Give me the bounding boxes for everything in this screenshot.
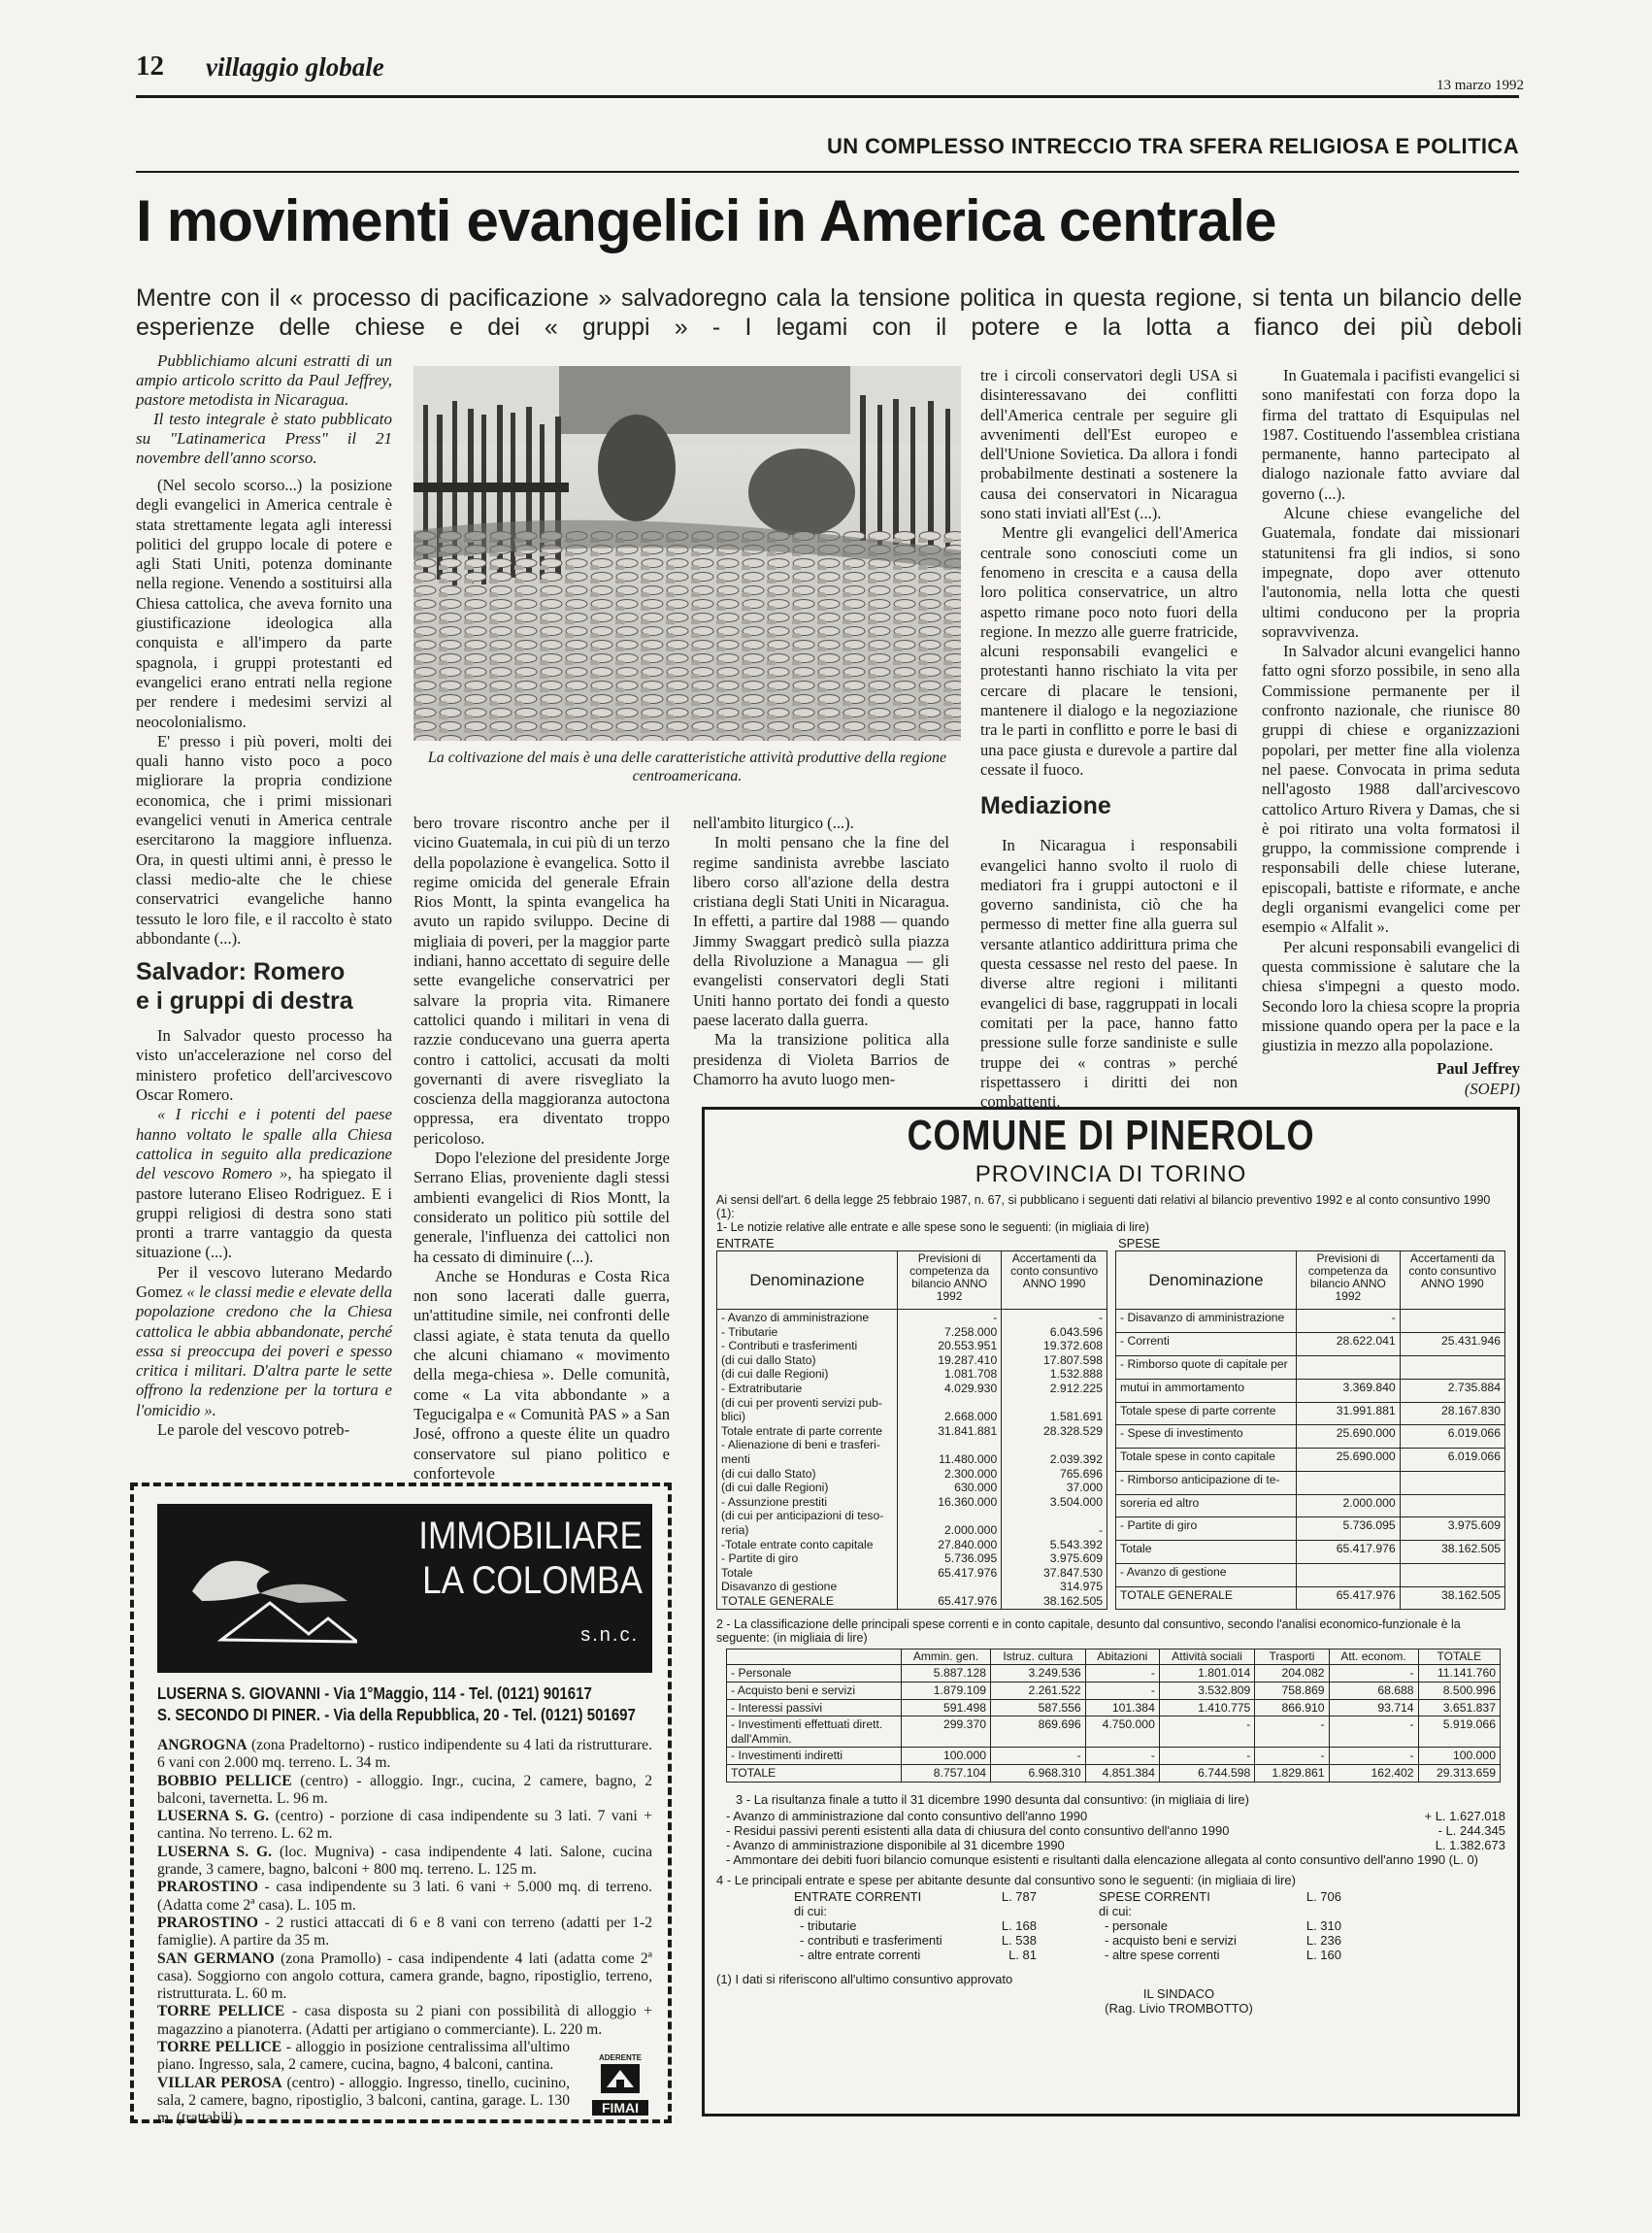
table-value: 765.696 <box>1059 1466 1103 1481</box>
table-value: 37.847.530 <box>1043 1565 1103 1580</box>
per-capita-value: L. 310 <box>1305 1917 1341 1933</box>
table-row <box>1116 1494 1505 1517</box>
ad-company-type: s.n.c. <box>580 1624 639 1646</box>
table-value: 1.081.708 <box>944 1367 998 1382</box>
table-value: 2.300.000 <box>944 1466 998 1481</box>
page-header <box>136 50 1524 97</box>
table-row-label: blici) <box>721 1410 746 1424</box>
comune-province: PROVINCIA DI TORINO <box>975 1161 1247 1187</box>
table-row-label: Totale <box>1116 1541 1297 1564</box>
result-row <box>726 1809 1505 1823</box>
table-value: 6.968.310 <box>991 1765 1086 1783</box>
table-value: - <box>1329 1716 1418 1748</box>
article-column-1 <box>136 351 392 1440</box>
listing-item: LUSERNA S. G. (centro) - porzione di casa indipendente su 3 lati. 7 vani + cantina. No terreno. L. 62 m. <box>157 1808 652 1843</box>
body-paragraph: Per il vescovo luterano Medardo Gomez « le classi medie e elevate della popolazione credono che la Chiesa cattolica le abbia abbandonate, perché essa si preoccupa dei poveri e spesso critica i militari. D'altra parte le sette offrono la redenzione per la tortura e l'omicidio ». <box>136 1262 392 1419</box>
note-2: 2 - La classificazione delle principali spese correnti e in conto capitale, desunto dal consuntivo, secondo l'analisi economico-funzionale è la seguente: (in migliaia di lire) <box>716 1617 1461 1646</box>
table-value: 3.504.000 <box>1049 1494 1103 1509</box>
article-deck: Mentre con il « processo di pacificazione » salvadoregno cala la tensione politica in questa regione, si tenta un bilancio delle esperienze delle chiese e dei « gruppi » - I legami con il potere e la lotta a fianco dei più deboli <box>136 284 1522 341</box>
table-row-label: - Avanzo di gestione <box>1116 1563 1297 1586</box>
comune-notice <box>702 1107 1520 2116</box>
table-value <box>1400 1494 1504 1517</box>
address-luserna: LUSERNA S. GIOVANNI - Via 1°Maggio, 114 - Tel. (0121) 901617 <box>157 1683 592 1703</box>
table-value: 4.851.384 <box>1085 1765 1159 1783</box>
table-value <box>1006 1509 1103 1523</box>
body-paragraph: Anche se Honduras e Costa Rica non sono lacerati dalle guerra, un'attitudine simile, nei confronti delle classi agiate, è stata tenuta da quello che alcuni chiamano « movimento della mega-chiesa ». Delle comunità, come « La vita abbondante » a Tegucigalpa e « Comunità PAS » a San José, offrono a queste élite un quadro conservatore sul piano politico e confortevole <box>413 1266 670 1483</box>
entrate-label: ENTRATE <box>716 1236 775 1250</box>
table-row <box>1116 1355 1505 1379</box>
note-3: 3 - La risultanza finale a tutto il 31 dicembre 1990 desunta dal consuntivo: (in migliaia di lire) <box>736 1791 1249 1807</box>
table-row-label: TOTALE GENERALE <box>721 1593 835 1608</box>
real-estate-ad <box>130 1483 672 2127</box>
table-value <box>902 1438 997 1452</box>
sindaco-signature: IL SINDACO (Rag. Livio TROMBOTTO) <box>1105 1985 1253 2016</box>
table-row-label: - Tributarie <box>721 1324 778 1339</box>
body-paragraph: Mentre gli evangelici dell'America centrale sono conosciuti come un fenomeno in crescita e a causa della loro politica conservatrice, un altro aspetto rimane poco noto fuori della regione. In mezzo alle guerre fratricide, alcuni responsabili evangelici e protestanti hanno rischiato la vita per cercare di placare le tensioni, mantenere il dialogo e la negoziazione tra le parti in conflitto e porre le basi di una pace giusta e durevole a partire dal cessate il fuoco. <box>980 523 1238 779</box>
body-paragraph: « I ricchi e i potenti del paese hanno voltato le spalle alla Chiesa cattolica in seguito alla predicazione del vescovo Romero », ha spiegato il pastore luterano Eliseo Rodriguez. E i gruppi religiosi di destra sono stati pronti a trarre vantaggio da questa situazione (...). <box>136 1105 392 1262</box>
table-value: - <box>1098 1522 1103 1537</box>
table-row-label: - Extratributarie <box>721 1381 803 1395</box>
table-value: 100.000 <box>902 1748 991 1765</box>
ad-addresses <box>157 1683 652 1725</box>
table-row-label: - Acquisto beni e servizi <box>727 1683 902 1700</box>
table-row <box>1116 1379 1505 1402</box>
table-value <box>902 1396 997 1411</box>
table-value <box>1297 1563 1401 1586</box>
table-value: 28.328.529 <box>1043 1423 1103 1438</box>
per-capita-value: L. 168 <box>1001 1917 1037 1933</box>
table-value: 3.532.809 <box>1159 1683 1254 1700</box>
table-value: - <box>1085 1665 1159 1683</box>
per-capita-row <box>1099 1948 1341 1962</box>
table-value: 8.757.104 <box>902 1765 991 1783</box>
column-header: Attività sociali <box>1159 1650 1254 1665</box>
result-label: - Avanzo di amministrazione dal conto consuntivo dell'anno 1990 <box>726 1808 1088 1823</box>
result-label: - Residui passivi perenti esistenti alla data di chiusura del conto consuntivo dell'anno 1990 <box>726 1822 1230 1838</box>
table-value: 758.869 <box>1255 1683 1329 1700</box>
table-value: 204.082 <box>1255 1665 1329 1683</box>
ad-listings <box>157 1737 652 2128</box>
table-value <box>902 1509 997 1523</box>
table-row-label: - Contributi e trasferimenti <box>721 1339 858 1353</box>
listing-item: PRAROSTINO - casa indipendente su 3 lati. 6 vani + 5.000 mq. di terreno. (Adatta come 2ª casa). L. 105 m. <box>157 1879 652 1914</box>
result-label: - Ammontare dei debiti fuori bilancio comunque esistenti e risultanti dalla elencazione allegata al conto consuntivo dell'anno 1990 (L. 0) <box>726 1851 1479 1867</box>
table-value <box>1297 1471 1401 1494</box>
body-paragraph: In Guatemala i pacifisti evangelici si sono manifestati con forza dopo la firma del trattato di Esquipulas nel 1987. Costituendo l'assemblea cristiana permanente, hanno partecipato al dialogo nazionale fatto avviare dal governo (...). <box>1262 366 1520 503</box>
per-capita-label: - contributi e trasferimenti <box>800 1932 942 1948</box>
table-row-label: Totale spese di parte corrente <box>1116 1402 1297 1425</box>
table-value <box>1400 1563 1504 1586</box>
table-value: 1.801.014 <box>1159 1665 1254 1683</box>
table-value: 7.258.000 <box>944 1324 998 1339</box>
table-value: 29.313.659 <box>1418 1765 1500 1783</box>
article-source: (SOEPI) <box>1464 1079 1520 1098</box>
table-row-label: - Partite di giro <box>1116 1517 1297 1541</box>
article-headline: I movimenti evangelici in America centrale <box>136 188 1276 253</box>
entrate-accertamenti <box>1002 1310 1107 1610</box>
listing-item: BOBBIO PELLICE (centro) - alloggio. Ingr., cucina, 2 camere, bagno, 2 balconi, tavernetta. L. 96 m. <box>157 1772 652 1807</box>
table-row <box>1116 1310 1505 1333</box>
table-value: 1.532.888 <box>1049 1367 1103 1382</box>
table-value: 68.688 <box>1329 1683 1418 1700</box>
page-number: 12 <box>136 50 164 82</box>
ad-company-name: IMMOBILIARE LA COLOMBA <box>418 1515 643 1602</box>
body-paragraph: (Nel secolo scorso...) la posizione degli evangelici in America centrale è stata strettamente legata agli interessi politici del gruppo locale di potere e agli Stati Uniti, potenza dominante nella regione. Venendo a sostituirsi alla Chiesa cattolica, che aveva fornito una giustificazione ideologica alla conquista e all'impero da parte spagnola, i gruppi protestanti ed evangelici erano entrati nella regione per rendere i medesimi servizi al neocolonialismo. <box>136 476 392 731</box>
table-row-label: - Personale <box>727 1665 902 1683</box>
per-capita-value: L. 81 <box>1008 1947 1037 1962</box>
table-row <box>1116 1425 1505 1449</box>
table-value: 2.912.225 <box>1049 1381 1103 1395</box>
table-row-label: - Investimenti effettuati dirett. dall'Ammin. <box>727 1716 902 1748</box>
table-value: 101.384 <box>1085 1699 1159 1716</box>
table-value: 591.498 <box>902 1699 991 1716</box>
table-value <box>902 1580 997 1594</box>
table-row <box>1116 1517 1505 1541</box>
table-row-label: (di cui per anticipazioni di teso- <box>721 1509 884 1523</box>
table-value: - <box>1255 1748 1329 1765</box>
table-value: 100.000 <box>1418 1748 1500 1765</box>
dove-logo <box>163 1533 357 1650</box>
table-row <box>1116 1471 1505 1494</box>
table-row-label: Totale entrate di parte corrente <box>721 1423 882 1438</box>
table-row <box>727 1665 1501 1683</box>
table-value: - <box>1255 1716 1329 1748</box>
table-row-label: TOTALE GENERALE <box>1116 1586 1297 1610</box>
listing-item: VILLAR PEROSA (centro) - alloggio. Ingresso, tinello, cucinino, sala, 2 camere, bagno, ripostiglio, 3 balconi, cantina, garage. L. 130 m. (trattabili). <box>157 2074 570 2127</box>
table-row-label: (di cui dallo Stato) <box>721 1466 816 1481</box>
table-value: - <box>1159 1748 1254 1765</box>
body-paragraph: bero trovare riscontro anche per il vicino Guatemala, in cui più di un terzo della popolazione è evangelica. Sotto il regime omicida del generale Efrain Rios Montt, la spinta evangelica ha avuto un rapido sviluppo. Decine di migliaia di poveri, per la maggior parte indiani, hanno accettato di seguire delle sette evangeliche conservatrici per salvare la propria vita. Rimanere cattolici quando i militari in vena di razzie conducevano una guerra aperta contro i cattolici, accusati da molti governanti di avere risvegliato la coscienza della maggioranza autoctona oppressa, era diventato troppo pericoloso. <box>413 814 670 1148</box>
address-san-secondo: S. SECONDO DI PINER. - Via della Repubblica, 20 - Tel. (0121) 501697 <box>157 1705 636 1724</box>
table-value: 11.141.760 <box>1418 1665 1500 1683</box>
table-value: 38.162.505 <box>1400 1586 1504 1610</box>
table-row-label: - Investimenti indiretti <box>727 1748 902 1765</box>
intro-paragraph: Pubblichiamo alcuni estratti di un ampio articolo scritto da Paul Jeffrey, pastore metodista in Nicaragua. <box>136 351 392 409</box>
table-value: - <box>1329 1665 1418 1683</box>
table-value: 1.829.861 <box>1255 1765 1329 1783</box>
result-row <box>726 1852 1505 1867</box>
table-value: - <box>1329 1748 1418 1765</box>
table-value: 1.410.775 <box>1159 1699 1254 1716</box>
table-row-label: mutui in ammortamento <box>1116 1379 1297 1402</box>
table-value: 5.543.392 <box>1049 1537 1103 1551</box>
table-row-label: - Alienazione di beni e trasferi- <box>721 1438 880 1452</box>
entrate-table <box>716 1250 1107 1610</box>
per-capita-row <box>1099 1933 1341 1948</box>
body-paragraph: Dopo l'elezione del presidente Jorge Serrano Elias, proveniente dagli stessi ambienti evangelici di Rios Montt, la considerato un politico più sottile del generale, l'influenza dei cattolici non ha cessato di diminuire (...). <box>413 1149 670 1266</box>
table-value: 65.417.976 <box>938 1593 998 1608</box>
table-value: 17.807.598 <box>1043 1352 1103 1367</box>
table-row-label: - Correnti <box>1116 1333 1297 1356</box>
per-capita-row <box>794 1933 1037 1948</box>
article-kicker: UN COMPLESSO INTRECCIO TRA SFERA RELIGIOSA E POLITICA <box>826 134 1519 158</box>
table-value: 25.690.000 <box>1297 1425 1401 1449</box>
table-value: 8.500.996 <box>1418 1683 1500 1700</box>
table-row <box>727 1699 1501 1716</box>
column-header <box>727 1650 902 1665</box>
body-paragraph: Per alcuni responsabili evangelici di questa commissione è salutare che la chiesa s'impegni a questo modo. Secondo loro la chiesa scopre la propria missione quando opera per la pace e la giustizia in mezzo alla popolazione. <box>1262 937 1520 1055</box>
footnote: (1) I dati si riferiscono all'ultimo consuntivo approvato <box>716 1971 1013 1986</box>
column-header: Abitazioni <box>1085 1650 1159 1665</box>
table-value <box>1297 1355 1401 1379</box>
table-row-label: soreria ed altro <box>1116 1494 1297 1517</box>
table-row-label: Disavanzo di gestione <box>721 1580 838 1594</box>
table-value: 65.417.976 <box>1297 1541 1401 1564</box>
table-value <box>1006 1438 1103 1452</box>
table-value: 866.910 <box>1255 1699 1329 1716</box>
quote: « I ricchi e i potenti del paese hanno voltato le spalle alla Chiesa cattolica in seguito alla predicazione del vescovo Romero », <box>136 1105 392 1183</box>
publication-name: villaggio globale <box>206 52 384 82</box>
table-row <box>1116 1333 1505 1356</box>
table-value: 65.417.976 <box>938 1565 998 1580</box>
listing-item: SAN GERMANO (zona Pramollo) - casa indipendente 4 lati (adatta come 2ª casa). Soggiorno con angolo cottura, camera grande, bagno, ripostiglio, terreno, ristrutturata. L. 60 m. <box>157 1950 652 2003</box>
spese-table <box>1115 1250 1505 1610</box>
per-capita-label: - altre spese correnti <box>1105 1947 1220 1962</box>
per-capita-label: - personale <box>1105 1917 1169 1933</box>
table-value: 2.668.000 <box>944 1410 998 1424</box>
table-row-label: (di cui per proventi servizi pub- <box>721 1395 882 1410</box>
table-value <box>1400 1471 1504 1494</box>
issue-date: 13 marzo 1992 <box>1437 78 1524 93</box>
table-value: 4.750.000 <box>1085 1716 1159 1748</box>
table-value: - <box>1159 1716 1254 1748</box>
comune-intro: Ai sensi dell'art. 6 della legge 25 febbraio 1987, n. 67, si pubblicano i seguenti dati relativi al bilancio preventivo 1992 e al conto consuntivo 1990 (1): <box>716 1193 1491 1220</box>
table-row-label: - Disavanzo di amministrazione <box>1116 1310 1297 1333</box>
result-row <box>726 1838 1505 1852</box>
per-capita-row <box>1099 1918 1341 1933</box>
table-row-label: menti <box>721 1451 750 1466</box>
table-value: - <box>1297 1310 1401 1333</box>
table-row <box>1116 1586 1505 1610</box>
col-denominazione: Denominazione <box>717 1251 898 1310</box>
table-value: 4.029.930 <box>944 1381 998 1395</box>
result-label: - Avanzo di amministrazione disponibile al 31 dicembre 1990 <box>726 1837 1065 1852</box>
per-capita-row <box>794 1918 1037 1933</box>
body-paragraph: nell'ambito liturgico (...). <box>693 814 854 832</box>
article-column-4 <box>980 366 1238 1112</box>
article-author: Paul Jeffrey <box>1437 1059 1520 1079</box>
table-value: 37.000 <box>1066 1481 1103 1495</box>
table-value: 2.000.000 <box>1297 1494 1401 1517</box>
table-row <box>1116 1402 1505 1425</box>
table-row-label: - Spese di investimento <box>1116 1425 1297 1449</box>
table-row-label: Totale spese in conto capitale <box>1116 1449 1297 1472</box>
entrate-previsioni <box>898 1310 1002 1610</box>
table-row-label: - Avanzo di amministrazione <box>721 1311 870 1324</box>
listing-item: TORRE PELLICE - casa disposta su 2 piani con possibilità di alloggio + magazzino a pianoterra. (Adatti per artigiano o commerciante). L. 220 m. <box>157 2003 652 2038</box>
result-value: L. 1.382.673 <box>1435 1837 1505 1852</box>
subheading: Salvador: Romero e i gruppi di destra <box>136 958 353 1016</box>
table-value: - <box>1085 1748 1159 1765</box>
per-capita-label: - acquisto beni e servizi <box>1105 1932 1237 1948</box>
table-row <box>727 1683 1501 1700</box>
listing-item: PRAROSTINO - 2 rustici attaccati di 6 e 8 vani con terreno (adatti per 1-2 famiglie). A partire da 35 m. <box>157 1914 652 1950</box>
per-capita-label: - tributarie <box>800 1917 857 1933</box>
table-value: 587.556 <box>991 1699 1086 1716</box>
table-row-label: TOTALE <box>727 1765 902 1783</box>
table-value: - <box>1098 1311 1103 1324</box>
table-value: 93.714 <box>1329 1699 1418 1716</box>
fimai-logo-icon <box>599 2062 642 2095</box>
result-value: - L. 244.345 <box>1437 1822 1505 1838</box>
body-paragraph: In molti pensano che la fine del regime sandinista avrebbe lasciato libero corso all'azione della destra cristiana degli Stati Uniti in Nicaragua. In effetti, a partire dal 1988 — quando Jimmy Swaggart predicò sulla piazza della Rivoluzione a Managua — gli evangelisti conservatori degli Stati Uniti hanno portato dei fondi a questo paese lacerato dalla guerra. <box>693 833 949 1029</box>
table-row-label: - Assunzione prestiti <box>721 1494 828 1509</box>
body-paragraph: E' presso i più poveri, molti dei quali hanno visto poco a poco migliorare la propria condizione economica, che i primi missionari evangelici venuti in America centrale esercitarono la maggiore influenza. Ora, in questi ultimi anni, è presso le classi medio-alte che le chiese conservatrici evangeliche hanno tessuto le loro file, e il raccolto è stato abbondante (...). <box>136 731 392 948</box>
per-capita-entrate: ENTRATE CORRENTI L. 787 di cui: - tributarie L. 168 - contributi e trasferimenti L. 538 - altre entrate correnti L. 81 <box>794 1888 1037 1962</box>
table-value: 3.249.536 <box>991 1665 1086 1683</box>
col-previsioni: Previsioni di competenza da bilancio ANNO 1992 <box>898 1251 1002 1310</box>
body-paragraph: Ma la transizione politica alla presidenza di Violeta Barrios de Chamorro ha avuto luogo men- <box>693 1030 949 1088</box>
table-value: 3.369.840 <box>1297 1379 1401 1402</box>
per-capita-value: L. 160 <box>1305 1947 1341 1962</box>
table-value: 25.431.946 <box>1400 1333 1504 1356</box>
table-value: - <box>993 1311 998 1324</box>
table-value: - <box>991 1748 1086 1765</box>
table-value: 5.919.066 <box>1418 1716 1500 1748</box>
kicker-rule <box>136 171 1519 173</box>
header-rule <box>136 95 1519 98</box>
table-value: 162.402 <box>1329 1765 1418 1783</box>
table-value <box>1400 1310 1504 1333</box>
table-value: 65.417.976 <box>1297 1586 1401 1610</box>
column-header: Ammin. gen. <box>902 1650 991 1665</box>
body-paragraph: In Nicaragua i responsabili evangelici hanno svolto il ruolo di mediatori fra i gruppi autoctoni e il governo sandinista, ciò che ha permesso di metter fine alla guerra sul versante atlantico addirittura prima che questa cessasse nel resto del paese. In diverse altre regioni i militanti evangelici di base, raggruppati in locali comitati per la pace, hanno fatto pressione sulle forze sandiniste e sulle truppe dei « contras » perché rispettassero i diritti dei non combattenti. <box>980 836 1238 1112</box>
table-value: 630.000 <box>954 1481 998 1495</box>
table-row-label: reria) <box>721 1522 749 1537</box>
result-row <box>726 1823 1505 1838</box>
entrate-labels <box>717 1310 898 1610</box>
table-row-label: -Totale entrate conto capitale <box>721 1537 874 1551</box>
listing-item: LUSERNA S. G. (loc. Mugniva) - casa indipendente 4 lati. Salone, cucina grande, 3 camere, bagno, balconi + 800 mq. terreno. L. 125 m. <box>157 1843 652 1879</box>
table-row-label: - Partite di giro <box>721 1551 799 1566</box>
table-value: 6.043.596 <box>1049 1324 1103 1339</box>
note-1: 1- Le notizie relative alle entrate e alle spese sono le seguenti: (in migliaia di lire) <box>716 1220 1150 1234</box>
article-column-2 <box>413 814 670 1483</box>
fimai-badge: ADERENTE FIMAI <box>592 2053 648 2121</box>
table-value: 31.841.881 <box>938 1423 998 1438</box>
table-value: 5.736.095 <box>944 1551 998 1566</box>
table-row <box>727 1716 1501 1748</box>
table-value: 5.736.095 <box>1297 1517 1401 1541</box>
col-previsioni: Previsioni di competenza da bilancio ANNO 1992 <box>1297 1251 1401 1310</box>
classification-table <box>726 1649 1501 1782</box>
body-paragraph: In Salvador alcuni evangelici hanno fatto ogni sforzo possibile, in seno alla Commissione permanente per il confronto nazionale, che riunisce 80 gruppi di chiese e organizzazioni popolari, per metter fine alla violenza nel paese. Convocata in prima seduta nell'agosto 1988 dall'arcivescovo cattolico Arturo Rivera y Damas, che si è poi ritirato una volta formatosi il gruppo, la commissione comprende i responsabili delle chiese luterane, episcopali, battiste e riformate, e anche degli organismi evangelici come per esempio « Alfalit ». <box>1262 642 1520 937</box>
table-value <box>1400 1355 1504 1379</box>
table-value: 25.690.000 <box>1297 1449 1401 1472</box>
table-row-label: - Rimborso anticipazione di te- <box>1116 1471 1297 1494</box>
quote: « le classi medie e elevate della popolazione credono che la Chiesa cattolica le abbia abbandonate, perché essa si preoccupa dei poveri e spesso critica i militari. D'altra parte le sette offrono la redenzione per la tortura e l'omicidio ». <box>136 1282 392 1419</box>
article-column-5 <box>1262 366 1520 1099</box>
column-header: Att. econom. <box>1329 1650 1418 1665</box>
table-value: 5.887.128 <box>902 1665 991 1683</box>
table-value: 3.975.609 <box>1400 1517 1504 1541</box>
listing-item: ANGROGNA (zona Pradeltorno) - rustico indipendente su 4 lati da ristrutturare. 6 vani con 2.000 mq. terreno. L. 34 m. <box>157 1737 652 1772</box>
table-value: 38.162.505 <box>1043 1593 1103 1608</box>
table-value: 6.744.598 <box>1159 1765 1254 1783</box>
table-row <box>727 1765 1501 1783</box>
comune-title: COMUNE DI PINEROLO <box>907 1112 1315 1159</box>
column-header: Istruz. cultura <box>991 1650 1086 1665</box>
body-paragraph: tre i circoli conservatori degli USA si disinteressavano dei conflitti dell'America centrale per seguire gli avvenimenti dell'Est europeo e dell'Unione Sovietica. Da allora i fondi probabilmente destinati a sostenere la causa dei conservatori in Nicaragua sono stati inviati all'Est (...). <box>980 366 1238 523</box>
table-value: 6.019.066 <box>1400 1449 1504 1472</box>
table-value: 1.581.691 <box>1049 1410 1103 1424</box>
body-paragraph: Alcune chiese evangeliche del Guatemala, fondate dai missionari statunitensi fra gli indios, si sono impegnate, dopo aver ottenuto l'autonomia, nella lotta che questi ultimi conducono per la propria sopravvivenza. <box>1262 504 1520 641</box>
table-row <box>1116 1563 1505 1586</box>
table-row-label: (di cui dallo Stato) <box>721 1352 816 1367</box>
col-denominazione: Denominazione <box>1116 1251 1297 1310</box>
table-value: 3.975.609 <box>1049 1551 1103 1566</box>
table-value: 869.696 <box>991 1716 1086 1748</box>
table-row <box>1116 1449 1505 1472</box>
column-header: Trasporti <box>1255 1650 1329 1665</box>
article-column-3 <box>693 814 949 1089</box>
per-capita-label: - altre entrate correnti <box>800 1947 921 1962</box>
table-value: 28.167.830 <box>1400 1402 1504 1425</box>
photo-caption: La coltivazione del mais è una delle caratteristiche attività produttive della regione centroamericana. <box>427 750 947 784</box>
table-row-label: (di cui dalle Regioni) <box>721 1481 829 1495</box>
table-value: 27.840.000 <box>938 1537 998 1551</box>
table-value: 11.480.000 <box>939 1451 998 1466</box>
table-value: 16.360.000 <box>938 1494 998 1509</box>
per-capita-spese: SPESE CORRENTI L. 706 di cui: - personale L. 310 - acquisto beni e servizi L. 236 - altre spese correnti L. 160 <box>1099 1888 1341 1962</box>
col-accertamenti: Accertamenti da conto consuntivo ANNO 1990 <box>1002 1251 1107 1310</box>
subheading: Mediazione <box>980 792 1111 820</box>
table-value: 38.162.505 <box>1400 1541 1504 1564</box>
ad-banner <box>157 1504 652 1673</box>
note-4: 4 - Le principali entrate e spese per abitante desunte dal consuntivo sono le seguenti: (in migliaia di lire) <box>716 1872 1296 1887</box>
table-value: 299.370 <box>902 1716 991 1748</box>
table-value: 28.622.041 <box>1297 1333 1401 1356</box>
table-value: 2.039.392 <box>1049 1451 1103 1466</box>
table-value: - <box>1085 1683 1159 1700</box>
per-capita-value: L. 538 <box>1001 1932 1037 1948</box>
corn-harvest-photo <box>413 366 961 741</box>
table-row-label: - Interessi passivi <box>727 1699 902 1716</box>
intro-paragraph: Il testo integrale è stato pubblicato su "Latinamerica Press" il 21 novembre dell'anno scorso. <box>136 410 392 467</box>
table-value <box>1006 1396 1103 1411</box>
table-value: 314.975 <box>1059 1580 1103 1594</box>
table-row-label: (di cui dalle Regioni) <box>721 1367 829 1382</box>
spese-label: SPESE <box>1118 1236 1161 1250</box>
body-paragraph: Le parole del vescovo potreb- <box>157 1420 350 1440</box>
table-value: 20.553.951 <box>938 1339 998 1353</box>
result-rows <box>726 1809 1505 1867</box>
table-value: 2.000.000 <box>944 1522 998 1537</box>
listing-item: TORRE PELLICE - alloggio in posizione centralissima all'ultimo piano. Ingresso, sala, 2 camere, cucina, bagno, 4 balconi, cantina. <box>157 2039 570 2074</box>
col-accertamenti: Accertamenti da conto consuntivo ANNO 1990 <box>1400 1251 1504 1310</box>
table-value: 19.287.410 <box>938 1352 998 1367</box>
table-value: 2.261.522 <box>991 1683 1086 1700</box>
result-value: + L. 1.627.018 <box>1424 1808 1505 1823</box>
table-row-label: - Rimborso quote di capitale per <box>1116 1355 1297 1379</box>
table-row <box>727 1748 1501 1765</box>
column-header: TOTALE <box>1418 1650 1500 1665</box>
table-value: 19.372.608 <box>1043 1339 1103 1353</box>
table-value: 31.991.881 <box>1297 1402 1401 1425</box>
table-row <box>1116 1541 1505 1564</box>
table-value: 3.651.837 <box>1418 1699 1500 1716</box>
per-capita-value: L. 236 <box>1305 1932 1341 1948</box>
body-paragraph: In Salvador questo processo ha visto un'accelerazione nel corso del ministero profetico dell'arcivescovo Oscar Romero. <box>136 1026 392 1105</box>
table-row-label: Totale <box>721 1565 753 1580</box>
per-capita-row <box>794 1948 1037 1962</box>
table-value: 6.019.066 <box>1400 1425 1504 1449</box>
table-value: 1.879.109 <box>902 1683 991 1700</box>
table-value: 2.735.884 <box>1400 1379 1504 1402</box>
